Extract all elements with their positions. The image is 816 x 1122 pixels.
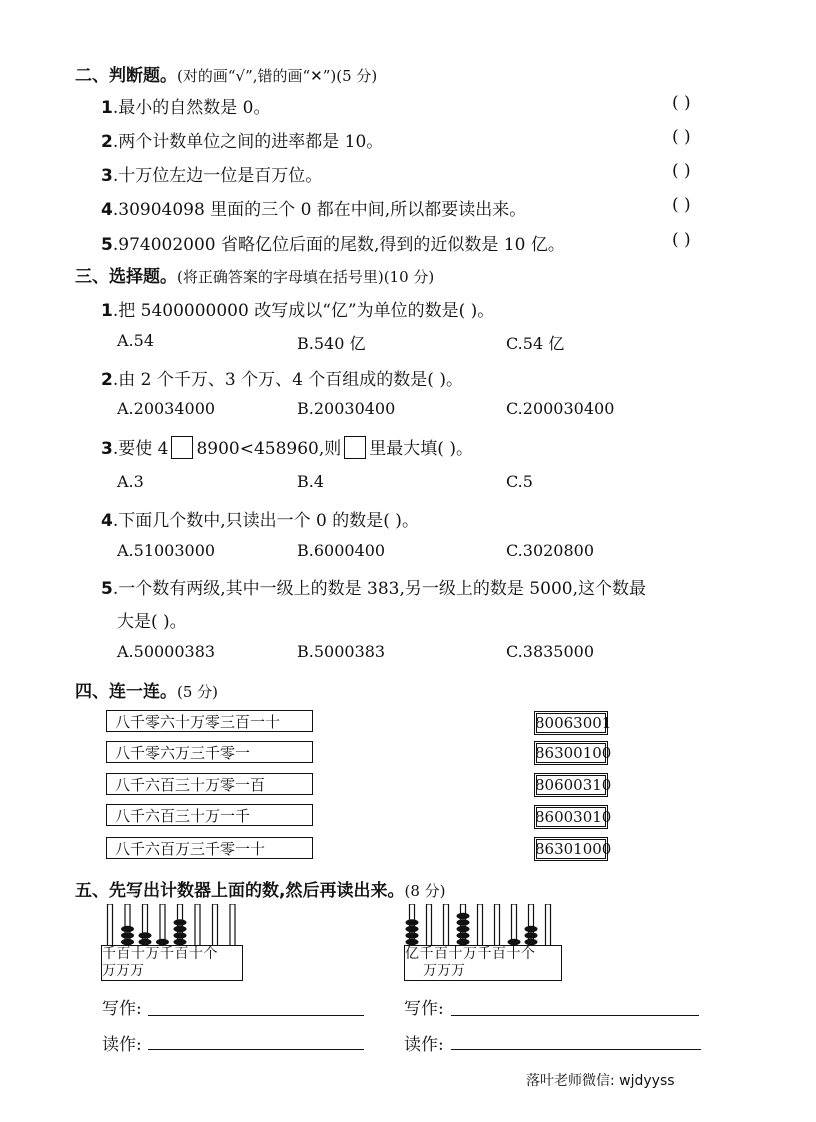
- option-b: B.4: [297, 472, 325, 491]
- abacus-rod: [478, 904, 483, 946]
- abacus-1-place-row2: 万万万: [102, 963, 144, 979]
- section2-note: (对的画“√”,错的画“✕”)(5 分): [177, 67, 378, 85]
- abacus-rod: [213, 904, 218, 946]
- blank-box[interactable]: [344, 436, 366, 459]
- abacus-1-labels: [101, 945, 243, 981]
- match-left-item[interactable]: 八千零六十万零三百一十: [106, 710, 313, 732]
- abacus-bead: [174, 919, 187, 925]
- blank-box[interactable]: [171, 436, 193, 459]
- section3-header: [75, 262, 434, 287]
- option-b: B.5000383: [297, 642, 386, 661]
- option-c: C.5: [506, 472, 533, 491]
- abacus-bead: [457, 913, 470, 919]
- abacus-bead: [139, 932, 152, 938]
- abacus-1-place-row: 千百十万千百十个: [102, 946, 218, 962]
- abacus-bead: [406, 919, 419, 925]
- option-c: C.200030400: [506, 399, 615, 418]
- section5-title: 五、先写出计数器上面的数,然后再读出来。: [75, 881, 405, 901]
- abacus-rod: [195, 904, 200, 946]
- abacus-2-place-row: 亿千百十万千百十个: [405, 946, 536, 962]
- abacus-bead: [457, 919, 470, 925]
- abacus-bead: [457, 926, 470, 932]
- read-label: 读作:: [102, 1035, 142, 1055]
- abacus-bead: [174, 926, 187, 932]
- section3-note: (将正确答案的字母填在括号里)(10 分): [177, 268, 435, 286]
- option-c: C.3835000: [506, 642, 595, 661]
- abacus-bead: [174, 932, 187, 938]
- option-a: A.3: [117, 472, 144, 491]
- abacus-bead: [406, 932, 419, 938]
- answer-paren[interactable]: ( ): [672, 161, 691, 181]
- match-left-item[interactable]: 八千六百万三千零一十: [106, 837, 313, 859]
- abacus-rod: [546, 904, 551, 946]
- abacus-bead: [406, 926, 419, 932]
- abacus-bead: [121, 926, 134, 932]
- option-c: C.3020800: [506, 541, 595, 560]
- read-label: 读作:: [404, 1035, 444, 1055]
- judge-item-5: 5.974002000 省略亿位后面的尾数,得到的近似数是 10 亿。: [101, 235, 565, 255]
- judge-item-1: 1.最小的自然数是 0。: [101, 98, 271, 118]
- judge-item-4: 4.30904098 里面的三个 0 都在中间,所以都要读出来。: [101, 200, 527, 220]
- abacus-rod: [444, 904, 449, 946]
- answer-paren[interactable]: ( ): [672, 93, 691, 113]
- choice-q5: 5.一个数有两级,其中一级上的数是 383,另一级上的数是 5000,这个数最: [101, 579, 646, 599]
- section5-note: (8 分): [404, 882, 446, 900]
- answer-paren[interactable]: ( ): [672, 230, 691, 250]
- section4-note: (5 分): [177, 683, 219, 701]
- abacus-2-labels: [404, 945, 562, 981]
- abacus-bead: [525, 926, 538, 932]
- section5-header: [75, 876, 446, 901]
- choice-q1: 1.把 5400000000 改写成以“亿”为单位的数是( )。: [101, 301, 495, 321]
- read-answer-line-2[interactable]: [451, 1049, 701, 1050]
- match-left-item[interactable]: 八千零六万三千零一: [106, 741, 313, 763]
- write-answer-line-1[interactable]: [148, 1015, 364, 1016]
- answer-paren[interactable]: ( ): [672, 195, 691, 215]
- write-answer-line-2[interactable]: [451, 1015, 699, 1016]
- section4-header: [75, 677, 218, 702]
- choice-q3: 3.要使 4 8900<458960,则 里最大填( )。: [101, 434, 473, 459]
- abacus-counter-1: [100, 904, 245, 946]
- write-label: 写作:: [404, 999, 444, 1019]
- write-label: 写作:: [102, 999, 142, 1019]
- section2-header: [75, 61, 377, 86]
- option-b: B.540 亿: [297, 334, 366, 353]
- abacus-bead: [457, 932, 470, 938]
- option-b: B.20030400: [297, 399, 396, 418]
- abacus-2-place-row2: 万万万: [423, 963, 465, 979]
- match-right-item[interactable]: 80063001: [534, 711, 608, 735]
- section2-title: 二、判断题。: [75, 66, 177, 86]
- choice-q5-cont: 大是( )。: [117, 612, 187, 632]
- abacus-bead: [121, 932, 134, 938]
- judge-item-3: 3.十万位左边一位是百万位。: [101, 166, 323, 186]
- option-a: A.20034000: [117, 399, 216, 418]
- match-right-item[interactable]: 86301000: [534, 837, 608, 861]
- section3-title: 三、选择题。: [75, 267, 177, 287]
- match-right-item[interactable]: 80600310: [534, 773, 608, 797]
- abacus-rod: [108, 904, 113, 946]
- option-a: A.50000383: [117, 642, 216, 661]
- abacus-bead: [525, 932, 538, 938]
- judge-item-2: 2.两个计数单位之间的进率都是 10。: [101, 132, 384, 152]
- match-left-item[interactable]: 八千六百三十万零一百: [106, 773, 313, 795]
- choice-q4: 4.下面几个数中,只读出一个 0 的数是( )。: [101, 511, 419, 531]
- footer-watermark: 落叶老师微信: wjdyyss: [526, 1073, 675, 1089]
- abacus-rod: [495, 904, 500, 946]
- option-c: C.54 亿: [506, 334, 565, 353]
- read-answer-line-1[interactable]: [148, 1049, 364, 1050]
- choice-q2: 2.由 2 个千万、3 个万、4 个百组成的数是( )。: [101, 370, 463, 390]
- abacus-rod: [427, 904, 432, 946]
- section4-title: 四、连一连。: [75, 682, 177, 702]
- match-right-item[interactable]: 86300100: [534, 741, 608, 765]
- abacus-rod: [230, 904, 235, 946]
- option-a: A.54: [117, 331, 154, 350]
- match-left-item[interactable]: 八千六百三十万一千: [106, 804, 313, 826]
- abacus-counter-2: [404, 904, 564, 946]
- answer-paren[interactable]: ( ): [672, 127, 691, 147]
- option-b: B.6000400: [297, 541, 386, 560]
- option-a: A.51003000: [117, 541, 216, 560]
- match-right-item[interactable]: 86003010: [534, 805, 608, 829]
